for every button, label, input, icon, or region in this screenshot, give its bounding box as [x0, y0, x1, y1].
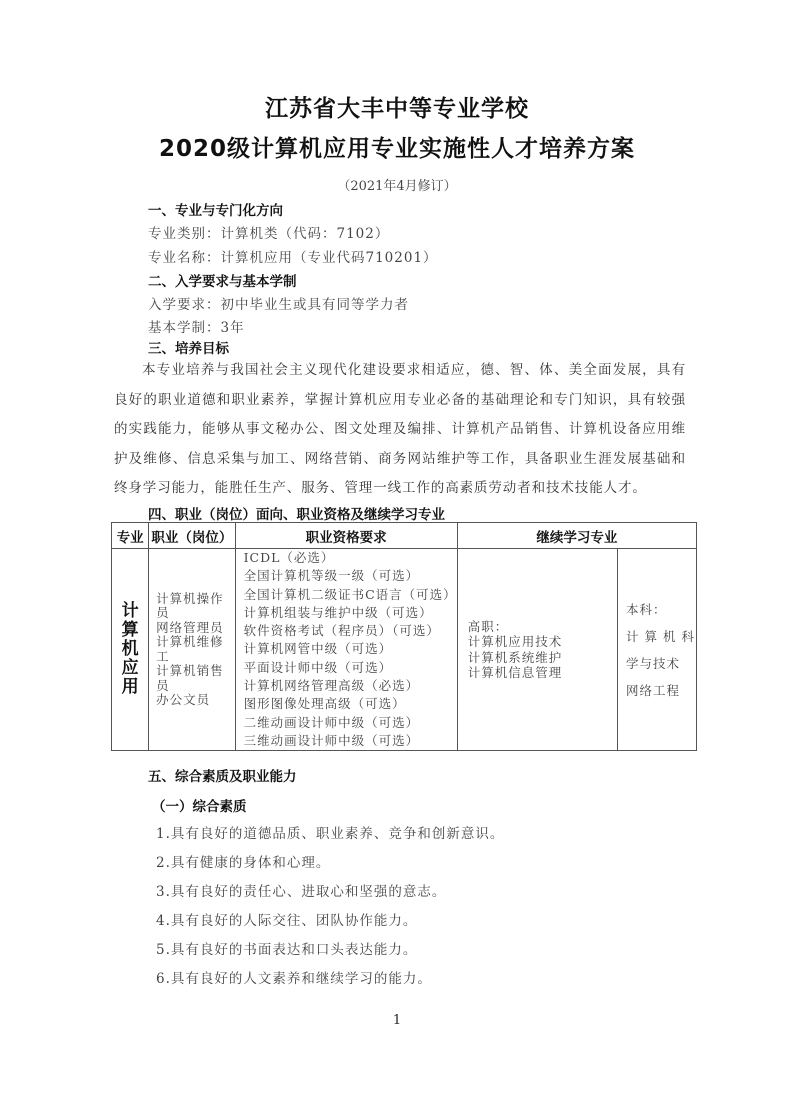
plan-title: 2020级计算机应用专业实施性人才培养方案	[158, 136, 635, 162]
occupation-item: 计算机销售员	[156, 663, 224, 693]
certificate-item: 计算机网络管理高级（必选）	[243, 678, 420, 694]
occupation-item: 计算机维修工	[156, 634, 224, 664]
undergraduate-item: 学与技术	[626, 655, 681, 671]
certificate-item: 三维动画设计师中级（可选）	[243, 732, 420, 748]
undergraduate-item: 网络工程	[626, 682, 681, 698]
quality-item: 1.具有良好的道德品质、职业素养、竞争和创新意识。	[156, 826, 505, 842]
quality-item: 6.具有良好的人文素养和继续学习的能力。	[156, 971, 432, 987]
major-name: 专业名称：计算机应用（专业代码710201）	[148, 250, 438, 266]
page-number: 1	[392, 1013, 402, 1028]
header-occupation: 职业（岗位）	[149, 523, 235, 549]
table-header-row	[112, 523, 697, 549]
undergraduate-study-cell	[618, 549, 697, 751]
section5-heading: 五、综合素质及职业能力	[148, 769, 297, 785]
major-name-char: 用	[121, 677, 139, 698]
major-name-char: 算	[121, 620, 139, 641]
header-major: 专业	[112, 523, 149, 549]
section5-subheading: （一）综合素质	[152, 799, 247, 815]
certificate-item: 全国计算机二级证书C语言（可选）	[243, 586, 457, 602]
certificate-item: 计算机组装与维护中级（可选）	[243, 604, 433, 620]
quality-item: 3.具有良好的责任心、进取心和坚强的意志。	[156, 884, 447, 900]
occupation-item: 办公文员	[156, 692, 211, 708]
revision-note: （2021年4月修订）	[337, 179, 457, 194]
major-name-char: 计	[121, 601, 139, 622]
vocational-item: 计算机信息管理	[467, 665, 563, 681]
undergraduate-item: 计 算 机 科	[626, 628, 695, 644]
certificate-item: ICDL（必选）	[243, 550, 335, 565]
vocational-item: 高职：	[467, 618, 509, 634]
occupation-item: 计算机操作员	[156, 590, 224, 621]
occupation-item: 网络管理员	[156, 619, 224, 635]
school-title: 江苏省大丰中等专业学校	[265, 96, 529, 122]
certificate-item: 软件资格考试（程序员）（可选）	[243, 623, 440, 639]
major-name-vertical	[112, 602, 148, 697]
certificate-item: 计算机网管中级（可选）	[243, 641, 393, 657]
qualification-table	[111, 522, 697, 751]
study-duration: 基本学制：3年	[148, 320, 245, 336]
vocational-item: 计算机系统维护	[467, 649, 563, 665]
quality-item: 2.具有健康的身体和心理。	[156, 855, 331, 871]
certificate-item: 平面设计师中级（可选）	[243, 659, 393, 675]
quality-item: 4.具有良好的人际交往、团队协作能力。	[156, 913, 418, 929]
major-name-char: 机	[121, 639, 139, 660]
undergraduate-item: 本科：	[626, 601, 667, 617]
header-further-study: 继续学习专业	[457, 523, 696, 549]
vocational-study-cell	[457, 549, 617, 751]
vocational-item: 计算机应用技术	[467, 634, 563, 650]
certificate-item: 二维动画设计师中级（可选）	[243, 714, 420, 730]
certificate-item: 全国计算机等级一级（可选）	[243, 568, 420, 584]
certificate-item: 图形图像处理高级（可选）	[243, 696, 406, 712]
certificate-cell	[235, 549, 457, 751]
training-objective-paragraph: 本专业培养与我国社会主义现代化建设要求相适应，德、智、体、美全面发展，具有良好的职业道德和职业素养，掌握计算机应用专业必备的基础理论和专门知识，具有较强的实践能力，能够从事文秘办公、图文处理及编排、计算机产品销售、计算机设备应用维护及维修、信息采集与加工、网络营销、商务网站维护等工作，具备职业生涯发展基础和终身学习能力，能胜任生产、服务、管理一线工作的高素质劳动者和技术技能人才。	[114, 362, 686, 496]
major-category: 专业类别：计算机类（代码：7102）	[148, 226, 390, 242]
admission-requirement: 入学要求：初中毕业生或具有同等学力者	[148, 297, 409, 313]
major-name-char: 应	[121, 658, 139, 679]
section4-heading: 四、职业（岗位）面向、职业资格及继续学习专业	[148, 507, 445, 523]
quality-item: 5.具有良好的书面表达和口头表达能力。	[156, 942, 418, 958]
major-cell	[112, 549, 149, 751]
section1-heading: 一、专业与专门化方向	[148, 203, 283, 219]
table-row	[112, 549, 697, 751]
header-qualification: 职业资格要求	[235, 523, 457, 549]
occupation-cell	[149, 549, 235, 751]
section2-heading: 二、入学要求与基本学制	[148, 274, 297, 290]
section3-heading: 三、培养目标	[148, 341, 229, 357]
